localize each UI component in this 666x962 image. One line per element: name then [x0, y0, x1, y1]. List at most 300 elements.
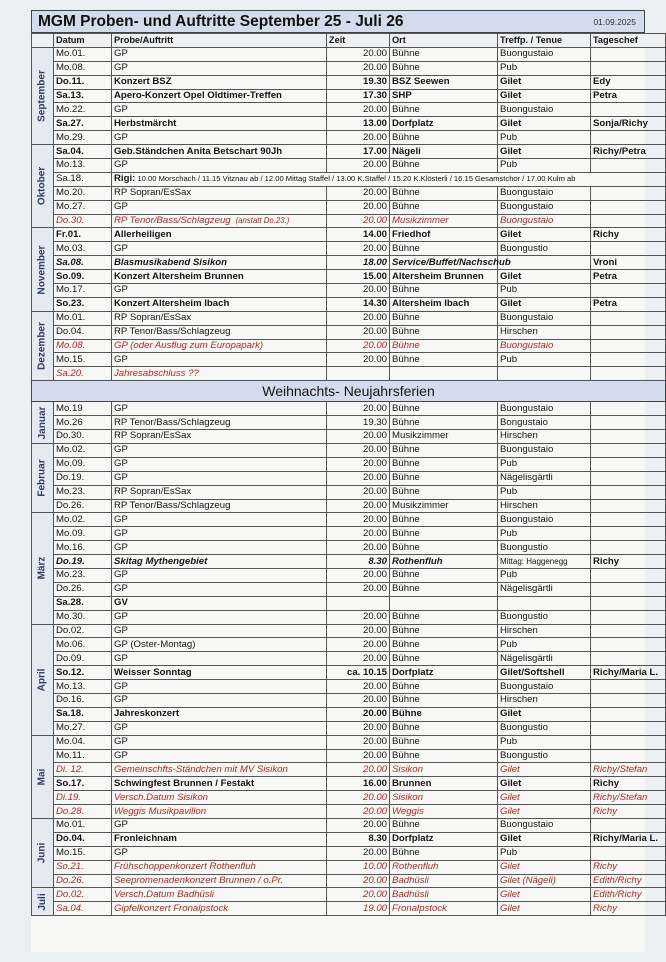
cell-treff: Nägelisgärtli — [498, 652, 591, 666]
cell-zeit: 20.00 — [327, 186, 390, 200]
cell-probe — [112, 471, 327, 485]
cell-probe — [112, 763, 327, 777]
cell-treff: Pub — [498, 159, 591, 173]
cell-treff: Buongustio — [498, 610, 591, 624]
cell-ort: Bühne — [390, 568, 498, 582]
cell-ort: BSZ Seewen — [390, 75, 498, 89]
cell-chef: Richy/Maria L. — [591, 832, 666, 846]
cell-chef — [591, 513, 666, 527]
cell-ort: Service/Buffet/Nachschub — [390, 256, 498, 270]
cell-zeit: 20.00 — [327, 805, 390, 819]
cell-datum: Do.30. — [54, 430, 112, 444]
table-row — [32, 555, 666, 569]
cell-probe — [112, 860, 327, 874]
cell-datum: Sa.18. — [54, 172, 112, 186]
cell-probe-text: GP — [114, 242, 128, 254]
cell-probe — [112, 131, 327, 145]
cell-zeit: 20.00 — [327, 471, 390, 485]
table-row — [32, 214, 666, 228]
cell-probe-text: GP — [114, 652, 128, 664]
cell-probe-text: GP (oder Ausflug zum Europapark) — [114, 340, 264, 352]
cell-zeit: 20.00 — [327, 242, 390, 256]
cell-probe — [112, 353, 327, 367]
month-label-text: Juni — [36, 842, 48, 864]
cell-chef: Richy/Petra — [591, 145, 666, 159]
cell-zeit: 20.00 — [327, 402, 390, 416]
cell-datum: Sa.13. — [54, 89, 112, 103]
cell-zeit: 20.00 — [327, 103, 390, 117]
cell-zeit: 20.00 — [327, 763, 390, 777]
cell-chef — [591, 430, 666, 444]
cell-zeit: 13.00 — [327, 117, 390, 131]
table-row — [32, 186, 666, 200]
month-label-nov — [32, 228, 54, 311]
cell-probe — [112, 117, 327, 131]
cell-probe — [112, 499, 327, 513]
cell-chef — [591, 582, 666, 596]
cell-ort: Bühne — [390, 416, 498, 430]
cell-chef — [591, 131, 666, 145]
cell-ort: Bühne — [390, 513, 498, 527]
cell-treff: Pub — [498, 353, 591, 367]
column-header-treff: Treffp. / Tenue — [498, 34, 591, 48]
cell-probe — [112, 818, 327, 832]
cell-zeit: 8.30 — [327, 832, 390, 846]
cell-ort: Bühne — [390, 402, 498, 416]
month-column-header — [32, 34, 54, 48]
cell-ort: Sisikon — [390, 763, 498, 777]
cell-probe — [112, 367, 327, 381]
cell-chef: Richy — [591, 228, 666, 242]
month-label-jul — [32, 888, 54, 916]
table-row — [32, 325, 666, 339]
cell-probe-text: GP — [114, 847, 128, 859]
cell-zeit: 20.00 — [327, 818, 390, 832]
cell-ort: Musikzimmer — [390, 430, 498, 444]
cell-treff — [498, 596, 591, 610]
table-row — [32, 582, 666, 596]
cell-ort: Bühne — [390, 652, 498, 666]
cell-ort: Bühne — [390, 457, 498, 471]
cell-ort: Bühne — [390, 624, 498, 638]
cell-probe — [112, 186, 327, 200]
cell-probe-text: GP — [114, 458, 128, 470]
cell-treff: Pub — [498, 735, 591, 749]
cell-probe — [112, 61, 327, 75]
cell-probe-text: RP Tenor/Bass/Schlagzeug — [114, 499, 231, 511]
cell-treff: Buongustaio — [498, 443, 591, 457]
cell-probe-text: RP Tenor/Bass/Schlagzeug — [114, 326, 231, 338]
cell-treff: Buongustaio — [498, 103, 591, 117]
cell-treff: Gilet — [498, 228, 591, 242]
cell-probe-text: GP — [114, 103, 128, 115]
cell-datum: Mo.09. — [54, 457, 112, 471]
cell-treff: Buongustaio — [498, 47, 591, 61]
rigi-schedule-note: 10.00 Morschach / 11.15 Vitznau ab / 12.00 Mittag Staffel / 13.00 K.Staffel / 15.20 K.Klösterli / 16.15 Gesamstchor / 17.00 Kulm ab — [137, 174, 576, 184]
cell-probe — [112, 888, 327, 902]
cell-chef: Edith/Richy — [591, 874, 666, 888]
cell-datum: Mo.03. — [54, 242, 112, 256]
cell-ort: Bühne — [390, 200, 498, 214]
cell-ort: Bühne — [390, 103, 498, 117]
cell-chef — [591, 186, 666, 200]
cell-zeit: 20.00 — [327, 47, 390, 61]
cell-chef — [591, 721, 666, 735]
table-row — [32, 805, 666, 819]
cell-treff: Gilet — [498, 89, 591, 103]
cell-chef — [591, 443, 666, 457]
cell-treff: Pub — [498, 638, 591, 652]
cell-probe — [112, 610, 327, 624]
month-label-text: Juli — [36, 893, 48, 911]
table-row — [32, 902, 666, 916]
table-row — [32, 430, 666, 444]
cell-ort: Fronalpstock — [390, 902, 498, 916]
cell-ort: Dorfplatz — [390, 666, 498, 680]
cell-chef — [591, 402, 666, 416]
cell-probe — [112, 311, 327, 325]
cell-probe-text: Konzert Altersheim Brunnen — [114, 270, 244, 282]
cell-probe — [112, 284, 327, 298]
table-row — [32, 721, 666, 735]
cell-probe-text: Geb.Ständchen Anita Betschart 90Jh — [114, 145, 283, 157]
cell-treff: Hirschen — [498, 325, 591, 339]
cell-chef — [591, 242, 666, 256]
cell-probe-text: Konzert BSZ — [114, 76, 172, 88]
cell-treff: Gilet — [498, 791, 591, 805]
cell-probe — [112, 791, 327, 805]
cell-zeit: 17.30 — [327, 89, 390, 103]
cell-zeit: 10.00 — [327, 860, 390, 874]
table-row — [32, 568, 666, 582]
cell-treff: Buongustaio — [498, 311, 591, 325]
month-label-jan — [32, 402, 54, 444]
cell-chef — [591, 61, 666, 75]
cell-probe-text: RP Tenor/Bass/Schlagzeug — [114, 416, 231, 428]
cell-ort: Dorfplatz — [390, 117, 498, 131]
cell-probe-text: GP — [114, 201, 128, 213]
cell-ort: Altersheim Ibach — [390, 297, 498, 311]
cell-datum: Mo.29. — [54, 131, 112, 145]
cell-ort — [390, 596, 498, 610]
cell-chef: Richy/Stefan — [591, 763, 666, 777]
cell-probe — [112, 159, 327, 173]
cell-probe: Rigi: — [114, 173, 136, 185]
cell-probe-text: GP — [114, 62, 128, 74]
cell-probe-text: RP Sopran/EsSax — [114, 312, 192, 324]
cell-treff: Mittag: Haggenegg — [498, 555, 591, 569]
cell-zeit: 20.00 — [327, 214, 390, 228]
cell-probe-text: Konzert Altersheim Ibach — [114, 298, 230, 310]
table-row — [32, 117, 666, 131]
cell-chef: Sonja/Richy — [591, 117, 666, 131]
cell-zeit: 20.00 — [327, 159, 390, 173]
cell-zeit: 20.00 — [327, 652, 390, 666]
table-row — [32, 846, 666, 860]
cell-probe — [112, 652, 327, 666]
cell-datum: So.23. — [54, 297, 112, 311]
cell-treff: Buongustaio — [498, 680, 591, 694]
table-row — [32, 777, 666, 791]
schedule-sheet — [31, 10, 659, 952]
cell-probe-text: GP — [114, 472, 128, 484]
cell-datum: So.17. — [54, 777, 112, 791]
cell-ort: Bühne — [390, 680, 498, 694]
cell-zeit: 20.00 — [327, 339, 390, 353]
cell-probe — [112, 638, 327, 652]
cell-treff: Gilet — [498, 860, 591, 874]
cell-treff: Gilet — [498, 777, 591, 791]
holiday-break-title: Weihnachts- Neujahrsferien — [32, 381, 666, 402]
cell-probe — [112, 513, 327, 527]
cell-treff: Pub — [498, 457, 591, 471]
cell-treff: Pub — [498, 485, 591, 499]
cell-chef — [591, 457, 666, 471]
cell-zeit: 20.00 — [327, 284, 390, 298]
cell-probe-text: GP — [114, 444, 128, 456]
cell-zeit: 20.00 — [327, 200, 390, 214]
cell-probe — [112, 256, 327, 270]
cell-ort: Altersheim Brunnen — [390, 270, 498, 284]
cell-chef — [591, 284, 666, 298]
cell-ort: Bühne — [390, 749, 498, 763]
month-label-apr — [32, 624, 54, 735]
cell-probe — [112, 214, 327, 228]
cell-ort: Bühne — [390, 471, 498, 485]
cell-probe-text: GP — [114, 159, 128, 171]
table-row — [32, 763, 666, 777]
cell-treff: Hirschen — [498, 624, 591, 638]
cell-treff: Hirschen — [498, 499, 591, 513]
cell-ort: Bühne — [390, 443, 498, 457]
cell-probe — [112, 47, 327, 61]
cell-chef: Richy — [591, 805, 666, 819]
cell-probe-text: RP Tenor/Bass/Schlagzeug — [114, 215, 231, 227]
cell-treff: Gilet — [498, 297, 591, 311]
table-row — [32, 103, 666, 117]
cell-datum: So.09. — [54, 270, 112, 284]
cell-ort: Bühne — [390, 311, 498, 325]
cell-zeit: 20.00 — [327, 499, 390, 513]
cell-datum: Do.26. — [54, 582, 112, 596]
cell-zeit: 14.00 — [327, 228, 390, 242]
cell-zeit: 16.00 — [327, 777, 390, 791]
cell-datum: Di. 12. — [54, 763, 112, 777]
table-row — [32, 749, 666, 763]
cell-treff: Gilet — [498, 763, 591, 777]
cell-zeit: 20.00 — [327, 610, 390, 624]
cell-ort: Bühne — [390, 159, 498, 173]
cell-treff: Pub — [498, 61, 591, 75]
table-row — [32, 131, 666, 145]
cell-datum: Mo.06. — [54, 638, 112, 652]
cell-treff: Pub — [498, 131, 591, 145]
cell-ort: Badhüsli — [390, 888, 498, 902]
cell-datum: Mo.13. — [54, 159, 112, 173]
cell-treff: Gilet — [498, 805, 591, 819]
cell-datum: Mo.01. — [54, 818, 112, 832]
cell-probe-text: Frühschoppenkonzert Rothenfluh — [114, 861, 256, 873]
cell-probe — [112, 457, 327, 471]
cell-chef — [591, 568, 666, 582]
table-row — [32, 443, 666, 457]
cell-probe — [112, 402, 327, 416]
cell-probe-text: Blasmusikabend Sisikon — [114, 256, 228, 268]
cell-zeit: 19.30 — [327, 75, 390, 89]
cell-datum: Do.16. — [54, 693, 112, 707]
cell-probe-text: Gipfelkonzert Fronalpstock — [114, 902, 229, 914]
cell-zeit: 20.00 — [327, 846, 390, 860]
month-label-sep — [32, 47, 54, 144]
table-row — [32, 297, 666, 311]
table-row — [32, 145, 666, 159]
cell-probe — [112, 325, 327, 339]
cell-probe-text: RP Sopran/EsSax — [114, 486, 192, 498]
cell-datum: Mo.23. — [54, 485, 112, 499]
cell-probe — [112, 596, 327, 610]
cell-probe-text: Allerheiligen — [114, 228, 172, 240]
column-header-probe: Probe/Auftritt — [112, 34, 327, 48]
cell-chef — [591, 638, 666, 652]
cell-datum: Mo.08. — [54, 339, 112, 353]
cell-chef — [591, 159, 666, 173]
cell-treff: Buongustio — [498, 541, 591, 555]
cell-datum: Mo.16. — [54, 541, 112, 555]
cell-treff: Pub — [498, 284, 591, 298]
column-header-chef: Tageschef — [591, 34, 666, 48]
cell-probe — [112, 75, 327, 89]
cell-probe-text: Versch.Datum Badhüsli — [114, 888, 214, 900]
cell-treff: Buongustio — [498, 721, 591, 735]
column-header-datum: Datum — [54, 34, 112, 48]
table-row — [32, 610, 666, 624]
table-row — [32, 172, 666, 186]
cell-chef — [591, 47, 666, 61]
cell-zeit: 20.00 — [327, 707, 390, 721]
table-row — [32, 402, 666, 416]
cell-zeit: 20.00 — [327, 311, 390, 325]
cell-probe-text: Jahreskonzert — [114, 708, 180, 720]
cell-chef: Petra — [591, 297, 666, 311]
cell-datum: Mo.01. — [54, 311, 112, 325]
cell-zeit: 20.00 — [327, 430, 390, 444]
cell-probe — [112, 485, 327, 499]
cell-ort: Bühne — [390, 284, 498, 298]
cell-datum: Mo.08. — [54, 61, 112, 75]
cell-probe-text: Fronleichnam — [114, 833, 177, 845]
cell-datum: Di.19. — [54, 791, 112, 805]
cell-ort — [390, 367, 498, 381]
cell-datum: Mo.02. — [54, 513, 112, 527]
table-row — [32, 818, 666, 832]
cell-probe-text: GP — [114, 569, 128, 581]
cell-chef: Richy/Stefan — [591, 791, 666, 805]
cell-treff: Gilet — [498, 145, 591, 159]
cell-chef — [591, 541, 666, 555]
table-row — [32, 75, 666, 89]
cell-probe — [112, 527, 327, 541]
cell-probe-text: GP — [114, 527, 128, 539]
cell-ort: Bühne — [390, 527, 498, 541]
cell-chef — [591, 200, 666, 214]
cell-datum: Mo.19 — [54, 402, 112, 416]
table-row — [32, 339, 666, 353]
cell-probe-text: Seepromenadenkonzert Brunnen / o.Pr. — [114, 874, 284, 886]
cell-zeit: 20.00 — [327, 541, 390, 555]
table-row — [32, 416, 666, 430]
cell-datum: Mo.04. — [54, 735, 112, 749]
cell-treff: Gilet — [498, 902, 591, 916]
cell-treff: Buongustaio — [498, 186, 591, 200]
cell-ort: Bühne — [390, 485, 498, 499]
cell-probe — [112, 555, 327, 569]
cell-ort: Rothenfluh — [390, 555, 498, 569]
table-row — [32, 471, 666, 485]
cell-zeit: 19.30 — [327, 416, 390, 430]
cell-treff: Gilet — [498, 707, 591, 721]
table-row — [32, 527, 666, 541]
cell-ort: Bühne — [390, 638, 498, 652]
cell-treff: Buongustio — [498, 749, 591, 763]
table-row — [32, 513, 666, 527]
table-row — [32, 680, 666, 694]
table-row — [32, 284, 666, 298]
month-label-text: November — [36, 245, 48, 295]
table-row — [32, 624, 666, 638]
cell-zeit: 14.30 — [327, 297, 390, 311]
cell-ort: Bühne — [390, 186, 498, 200]
cell-chef — [591, 693, 666, 707]
cell-zeit: 20.00 — [327, 680, 390, 694]
cell-probe-text: Weisser Sonntag — [114, 666, 192, 678]
cell-treff: Gilet — [498, 117, 591, 131]
cell-probe — [112, 902, 327, 916]
cell-chef — [591, 846, 666, 860]
cell-probe-text: GP — [114, 736, 128, 748]
cell-treff: Gilet — [498, 832, 591, 846]
cell-chef — [591, 707, 666, 721]
table-row — [32, 256, 666, 270]
cell-zeit: 20.00 — [327, 443, 390, 457]
cell-probe-text: Schwingfest Brunnen / Festakt — [114, 777, 255, 789]
cell-chef — [591, 499, 666, 513]
cell-probe-text: Gemeinschfts-Ständchen mit MV Sisikon — [114, 763, 288, 775]
cell-ort: Bühne — [390, 242, 498, 256]
cell-datum: So.12. — [54, 666, 112, 680]
cell-probe-text: Versch.Datum Sisikon — [114, 791, 209, 803]
cell-ort: Sisikon — [390, 791, 498, 805]
cell-probe-text: GP — [114, 680, 128, 692]
cell-probe-text: GP — [114, 541, 128, 553]
cell-probe — [112, 721, 327, 735]
cell-probe — [112, 443, 327, 457]
cell-zeit: 20.00 — [327, 485, 390, 499]
cell-chef — [591, 680, 666, 694]
cell-probe — [112, 749, 327, 763]
cell-chef — [591, 471, 666, 485]
cell-zeit: 20.00 — [327, 131, 390, 145]
cell-treff: Buongustaio — [498, 818, 591, 832]
cell-ort: Bühne — [390, 846, 498, 860]
month-label-text: September — [36, 70, 48, 122]
cell-datum: Mo.02. — [54, 443, 112, 457]
cell-zeit: 20.00 — [327, 735, 390, 749]
table-row — [32, 693, 666, 707]
cell-datum: Mo.22. — [54, 103, 112, 117]
table-row — [32, 200, 666, 214]
cell-probe-text: GP — [114, 284, 128, 296]
cell-ort: Bühne — [390, 47, 498, 61]
